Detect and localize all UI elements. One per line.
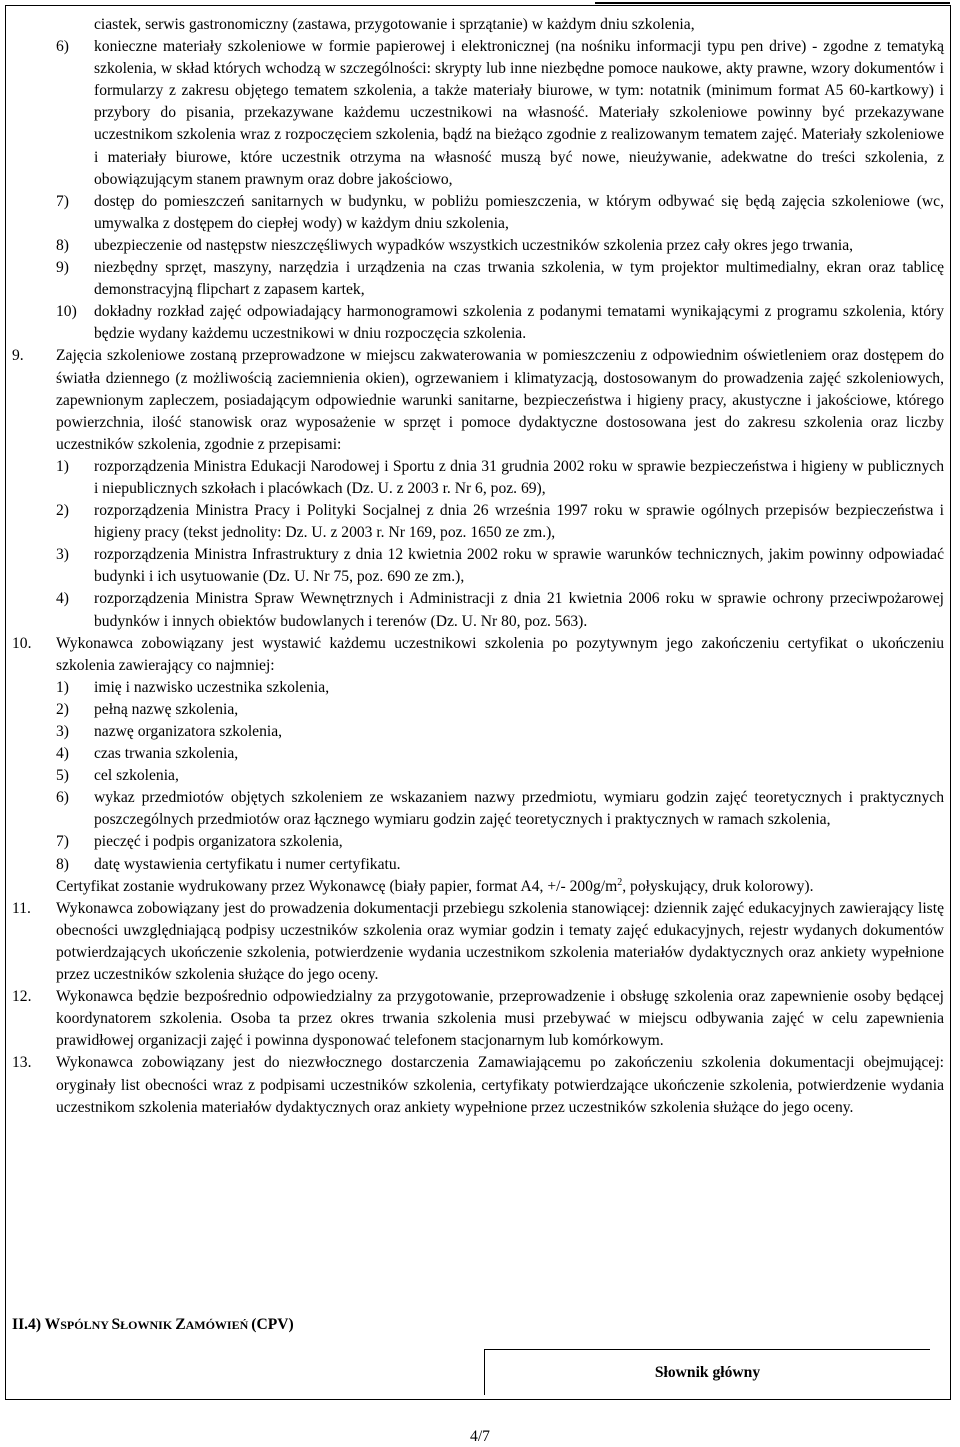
heading-part: SPÓLNY [60, 1318, 112, 1332]
list-item-text: imię i nazwisko uczestnika szkolenia, [94, 678, 330, 696]
list-item-text: rozporządzenia Ministra Infrastruktury z dnia 12 kwietnia 2002 roku w sprawie warunków technicznych, jakim powinny odpowiadać budynki i ich usytuowanie (Dz. U. Nr 75, poz. 690 ze zm.), [94, 546, 944, 586]
list-item-number: 4) [56, 745, 69, 763]
list-item [12, 235, 944, 257]
list-item [12, 831, 944, 853]
list-item-text: rozporządzenia Ministra Pracy i Polityki Socjalnej z dnia 26 września 1997 roku w sprawie ogólnych przepisów bezpieczeństwa i higieny pracy (tekst jednolity: Dz. U. z 2003 r. Nr 169, poz. 1650 ze zm.), [94, 502, 944, 542]
paragraph-9 [12, 345, 944, 455]
list-item [12, 699, 944, 721]
list-item [12, 544, 944, 588]
list-item-text: rozporządzenia Ministra Edukacji Narodowej i Sportu z dnia 31 grudnia 2002 roku w sprawie bezpieczeństwa i higieny w publicznych i niepublicznych szkołach i placówkach (Dz. U. z 2003 r. Nr 6, poz. 69), [94, 457, 944, 497]
list-item [12, 500, 944, 544]
list-item [12, 456, 944, 500]
list-item-text: datę wystawienia certyfikatu i numer certyfikatu. [94, 855, 401, 873]
page-number: 4/7 [470, 1428, 490, 1445]
heading-part: S [111, 1316, 121, 1333]
list-items-9 [12, 456, 944, 633]
list-item [12, 721, 944, 743]
list-item-number: 7) [56, 192, 69, 210]
intro-line: ciastek, serwis gastronomiczny (zastawa, przygotowanie i sprzątanie) w każdym dniu szkolenia, [94, 16, 695, 33]
list-item-text: cel szkolenia, [94, 767, 179, 785]
list-item-number: 7) [56, 833, 69, 851]
list-item [12, 301, 944, 345]
list-items-10 [12, 677, 944, 876]
heading-part: ŁOWNIK [120, 1318, 176, 1332]
heading-part: II.4) W [12, 1316, 61, 1333]
list-item-text: pełną nazwę szkolenia, [94, 700, 239, 718]
list-item-number: 6) [56, 38, 69, 56]
paragraph-number: 13. [12, 1054, 32, 1072]
list-item-text: dokładny rozkład zajęć odpowiadający harmonogramowi szkolenia z podanymi tematami wynikającymi z programu szkolenia, który będzie wydany każdemu uczestnikowi w dniu rozpoczęcia szkolenia. [94, 303, 944, 343]
paragraph-number: 11. [12, 899, 31, 917]
list-item-number: 10) [56, 303, 77, 321]
certificate-note [12, 876, 944, 898]
list-item-number: 8) [56, 855, 69, 873]
list-item-text: niezbędny sprzęt, maszyny, narzędzia i urządzenia na czas trwania szkolenia, w tym projektor multimedialny, ekran oraz tablicę demonstracyjną flipchart z zapasem kartek, [94, 259, 944, 299]
list-item-number: 1) [56, 678, 69, 696]
superscript: 2 [617, 876, 623, 888]
section-heading [12, 1316, 294, 1334]
list-item-number: 3) [56, 723, 69, 740]
paragraph-text: Wykonawca będzie bezpośrednio odpowiedzialny za przygotowanie, przeprowadzenie i obsługę szkolenia oraz zapewnienie osoby będącej koordynatorem szkolenia. Osoba ta przez okres trwania szkolenia musi przebywać w miejscu odbywania zajęć w celu zapewnienia prawidłowej organizacji zajęć i powinna dysponować telefonem stacjonarnym lub komórkowym. [56, 988, 944, 1050]
list-item-text: pieczęć i podpis organizatora szkolenia, [94, 833, 343, 851]
list-item-number: 2) [56, 502, 69, 520]
top-rule [595, 2, 950, 4]
list-item [12, 36, 944, 191]
list-item-number: 9) [56, 259, 69, 277]
list-item-number: 5) [56, 767, 69, 785]
list-item-text: czas trwania szkolenia, [94, 745, 239, 763]
paragraph-text: Wykonawca zobowiązany jest wystawić każdemu uczestnikowi szkolenia po pozytywnym jego zakończeniu certyfikat o ukończeniu szkolenia zawierający co najmniej: [56, 634, 944, 674]
document-body [12, 14, 944, 1119]
paragraph-12 [12, 986, 944, 1052]
paragraph-text: Wykonawca zobowiązany jest do prowadzenia dokumentacji przebiegu szkolenia stanowiącej: dziennik zajęć edukacyjnych zawierający listę obecności uwzględniającą podpisy uczestników szkolenia oraz wymiar godzin i tematy zajęć edukacyjnych, rejestr wydanych dokumentów potwierdzających ukończenie szkolenia, potwierdzenie wydania uczestnikom szkolenia materiałów dydaktycznych oraz ankiety wypełnione przez uczestników szkolenia służące do jego oceny. [56, 899, 944, 984]
list-item-text: nazwę organizatora szkolenia, [94, 723, 283, 740]
list-item-number: 8) [56, 236, 69, 254]
heading-part: AMÓWIEŃ [185, 1318, 252, 1332]
list-item-number: 1) [56, 457, 69, 475]
certificate-text-end: , połyskujący, druk kolorowy). [622, 877, 814, 895]
list-item-text: ubezpieczenie od następstw nieszczęśliwych wypadków wszystkich uczestników szkolenia przez cały okres jego trwania, [94, 236, 854, 254]
paragraph-11 [12, 898, 944, 986]
list-item-number: 6) [56, 789, 69, 807]
paragraph-number: 10. [12, 634, 32, 652]
list-item-number: 4) [56, 590, 69, 608]
list-item [12, 588, 944, 632]
list-item [12, 765, 944, 787]
list-item-text: rozporządzenia Ministra Spraw Wewnętrznych i Administracji z dnia 21 kwietnia 2006 roku w sprawie ochrony przeciwpożarowej budynków i innych obiektów budowlanych i terenów (Dz. U. Nr 80, poz. 563). [94, 590, 944, 630]
paragraph-13 [12, 1052, 944, 1118]
list-item [12, 854, 944, 876]
list-item [12, 257, 944, 301]
list-items-8 [12, 36, 944, 345]
list-item-text: wykaz przedmiotów objętych szkoleniem ze wskazaniem nazwy przedmiotu, wymiaru godzin zajęć teoretycznych i praktycznych poszczególnych przedmiotów oraz łącznego wymiaru godzin zajęć teoretycznych i praktycznych w ramach szkolenia, [94, 789, 944, 829]
list-item-text: dostęp do pomieszczeń sanitarnych w budynku, w pobliżu pomieszczenia, w którym odbywać się będą zajęcia szkoleniowe (wc, umywalka z dostępem do ciepłej wody) w każdym dniu szkolenia, [94, 192, 944, 232]
list-item [12, 743, 944, 765]
heading-part: Z [175, 1316, 186, 1333]
table-header-label: Słownik główny [654, 1363, 761, 1381]
paragraph-10 [12, 633, 944, 677]
paragraph-number: 9. [12, 347, 24, 365]
list-item [12, 677, 944, 699]
certificate-text: Certyfikat zostanie wydrukowany przez Wykonawcę (biały papier, format A4, +/- 200g/m [56, 877, 618, 895]
paragraph-text: Zajęcia szkoleniowe zostaną przeprowadzone w miejscu zakwaterowania w pomieszczeniu z odpowiednim oświetleniem oraz dostępem do światła dziennego (z możliwością zaciemnienia okien), ogrzewaniem i klimatyzacją, dostosowanym do prowadzenia zajęć szkoleniowych, zapewnionym zapleczem, posiadającym odpowiednie warunki sanitarne, bezpieczeństwa i higieny pracy, akustyczne i jakościowe, którego powierzchnia, ilość stanowisk oraz wyposażenie w sprzęt i pomoce dydaktyczne dostosowana jest do zakresu szkolenia oraz liczby uczestników szkolenia, zgodnie z przepisami: [56, 347, 944, 453]
list-item-number: 3) [56, 546, 69, 564]
list-item [12, 191, 944, 235]
list-item [12, 787, 944, 831]
list-item-number: 2) [56, 700, 69, 718]
paragraph-text: Wykonawca zobowiązany jest do niezwłocznego dostarczenia Zamawiającemu po zakończeniu szkolenia dokumentacji obejmującej: oryginały list obecności wraz z podpisami uczestników szkolenia, certyfikaty potwierdzające ukończenie szkolenia, potwierdzenie wydania uczestnikom szkolenia materiałów dydaktycznych oraz ankiety wypełnione przez uczestników szkolenia służące do jego oceny. [56, 1054, 944, 1116]
list-item-text: konieczne materiały szkoleniowe w formie papierowej i elektronicznej (na nośniku informacji typu pen drive) - zgodne z tematyką szkolenia, w skład których wchodzą w szczególności: skrypty lub inne niezbędne pomoce naukowe, akty prawne, wzory dokumentów i formularzy z zakresu objętego tematem szkolenia, a także materiały biurowe, w tym: notatnik (minimum format A5 60-kartkowy) i przybory do pisania, przekazywane każdemu uczestnikowi na własność. Materiały szkoleniowe powinny być przekazywane uczestnikom szkolenia wraz z rozpoczęciem szkolenia, bądź na bieżąco zgodnie z realizowanym tematem zajęć. Materiały szkoleniowe i materiały biurowe, które uczestnik otrzyma na własność muszą być nowe, nieużywanie, adekwatne do treści szkolenia, z obowiązującym stanem prawnym oraz dobre jakościowo, [94, 38, 944, 188]
paragraph-number: 12. [12, 988, 32, 1006]
heading-part: (CPV) [251, 1316, 294, 1333]
table-header-cell [484, 1349, 930, 1395]
